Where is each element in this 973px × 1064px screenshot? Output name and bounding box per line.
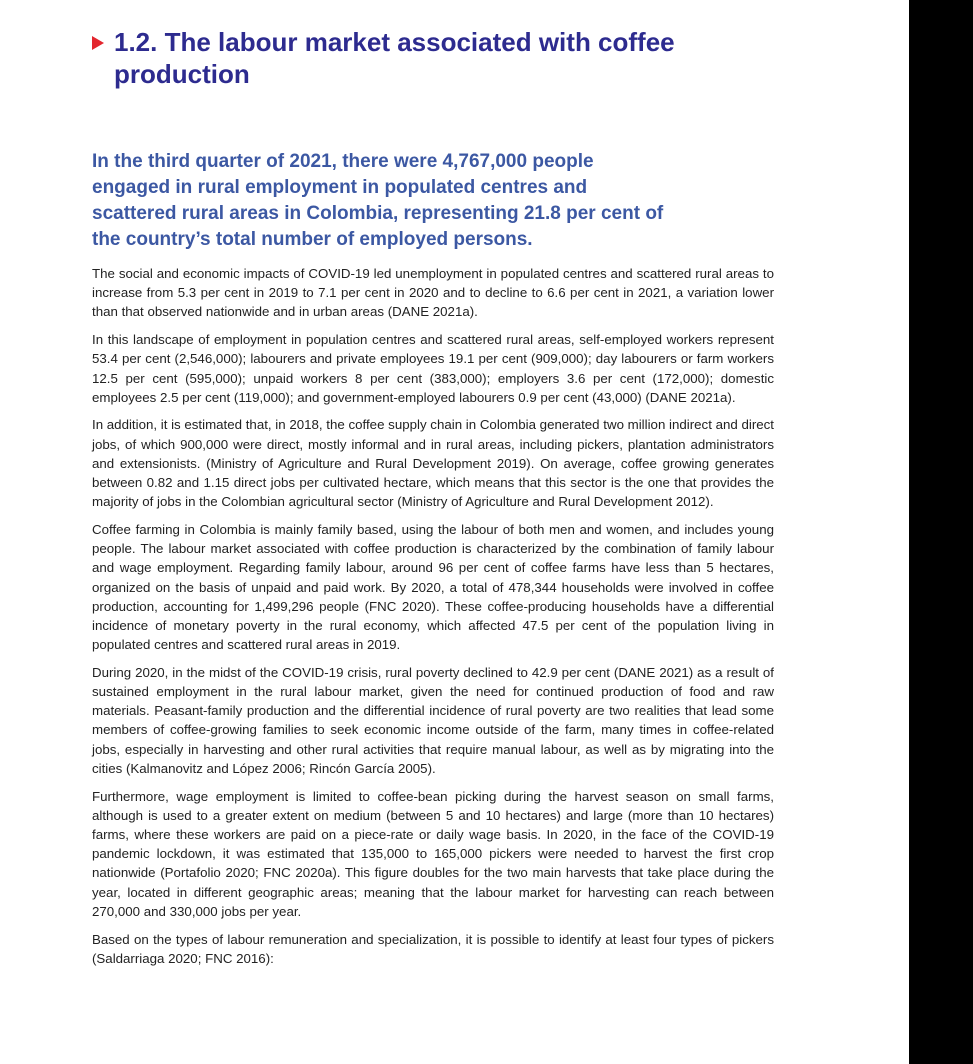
- section-heading: [92, 26, 732, 90]
- paragraph: Coffee farming in Colombia is mainly family based, using the labour of both men and women, and includes young people. The labour market associated with coffee production is characterized by the combination of family labour and wage employment. Regarding family labour, around 96 per cent of coffee farms have less than 5 hectares, organized on the basis of unpaid and paid work. By 2020, a total of 478,344 households were involved in coffee production, accounting for 1,499,296 people (FNC 2020). These coffee-producing households have a differential incidence of monetary poverty in the rural economy, which affected 47.5 per cent of the population living in populated centres and scattered rural areas in 2019.: [92, 521, 774, 653]
- triangle-bullet-icon: [92, 36, 104, 50]
- paragraph: During 2020, in the midst of the COVID-19 crisis, rural poverty declined to 42.9 per cent (DANE 2021) as a result of sustained employment in the rural labour market, given the need for continued production of food and raw materials. Peasant-family production and the differential incidence of rural poverty are two realities that lead some members of coffee-growing families to seek economic income outside of the farm, many times in coffee-related jobs, especially in harvesting and other rural activities that require manual labour, as well as by migrating into the cities (Kalmanovitz and López 2006; Rincón García 2005).: [92, 664, 774, 776]
- paragraph: Based on the types of labour remuneration and specialization, it is possible to identify at least four types of pickers (Saldarriaga 2020; FNC 2016):: [92, 931, 774, 966]
- paragraph: Furthermore, wage employment is limited to coffee-bean picking during the harvest season on small farms, although is used to a greater extent on medium (between 5 and 10 hectares) and large (more than 10 hectares) farms, where these workers are paid on a piece-rate or daily wage basis. In 2020, in the face of the COVID-19 pandemic lockdown, it was estimated that 135,000 to 165,000 pickers were needed to harvest the first crop nationwide (Portafolio 2020; FNC 2020a). This figure doubles for the two main harvests that take place during the year, located in different geographic areas; meaning that the labour market for harvesting can reach between 270,000 and 330,000 jobs per year.: [92, 788, 774, 919]
- viewer-edge-bar: [909, 0, 973, 1064]
- section-title: 1.2. The labour market associated with coffee production: [114, 27, 675, 89]
- paragraph: The social and economic impacts of COVID-19 led unemployment in populated centres and scattered rural areas to increase from 5.3 per cent in 2019 to 7.1 per cent in 2020 and to decline to 6.6 per cent in 2021, a variation lower than that observed nationwide and in urban areas (DANE 2021a).: [92, 266, 774, 320]
- paragraph: In this landscape of employment in population centres and scattered rural areas, self-employed workers represent 53.4 per cent (2,546,000); labourers and private employees 19.1 per cent (909,000); day labourers or farm workers 12.5 per cent (595,000); unpaid workers 8 per cent (383,000); employers 3.6 per cent (172,000); domestic employees 2.5 per cent (119,000); and government-employed labourers 0.9 per cent (43,000) (DANE 2021a).: [92, 332, 774, 405]
- paragraph: In addition, it is estimated that, in 2018, the coffee supply chain in Colombia generated two million indirect and direct jobs, of which 900,000 were direct, mostly informal and in rural areas, including pickers, plantation administrators and extensionists. (Ministry of Agriculture and Rural Development 2019). On average, coffee growing generates between 0.82 and 1.15 direct jobs per cultivated hectare, which means that this sector is the one that provides the majority of jobs in the Colombian agricultural sector (Ministry of Agriculture and Rural Development 2012).: [92, 417, 774, 510]
- lead-paragraph: In the third quarter of 2021, there were 4,767,000 people engaged in rural employment in populated centres and scattered rural areas in Colombia, representing 21.8 per cent of the country’s total number of employed persons.: [92, 151, 664, 250]
- body-text: [92, 264, 774, 976]
